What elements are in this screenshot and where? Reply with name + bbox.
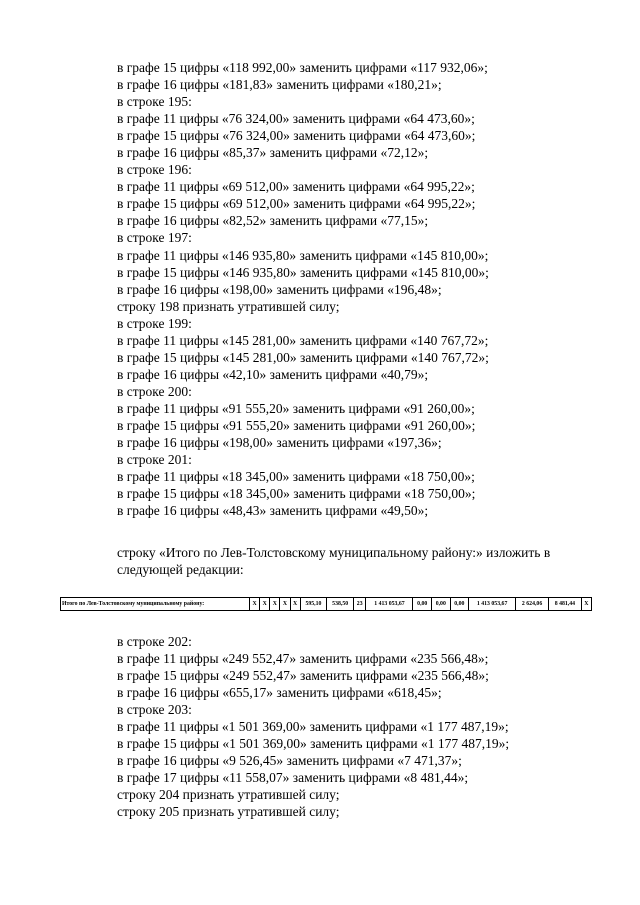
amendment-line: в графе 15 цифры «146 935,80» заменить цифрами «145 810,00»; xyxy=(117,264,489,280)
amendment-line: в графе 11 цифры «69 512,00» заменить цифрами «64 995,22»; xyxy=(117,179,475,195)
amendments-block-1 xyxy=(117,59,587,519)
paragraph-text: строку «Итого по Лев-Толстовскому муниципальному району:» изложить в следующей редакции: xyxy=(117,545,551,578)
amendment-line: в строке 199: xyxy=(117,315,192,331)
amendment-line: в графе 11 цифры «91 555,20» заменить цифрами «91 260,00»; xyxy=(117,400,475,416)
table-cell: 0,00 xyxy=(450,598,469,611)
amendment-line: в строке 195: xyxy=(117,94,192,110)
amendment-line: строку 204 признать утратившей силу; xyxy=(117,787,340,803)
amendment-line: в графе 15 цифры «249 552,47» заменить цифрами «235 566,48»; xyxy=(117,668,489,684)
amendment-line: в графе 15 цифры «69 512,00» заменить цифрами «64 995,22»; xyxy=(117,196,476,212)
table-cell: 538,50 xyxy=(327,598,354,611)
summary-table xyxy=(60,597,592,611)
table-cell: 0,00 xyxy=(432,598,451,611)
amendment-line: в графе 16 цифры «82,52» заменить цифрами «77,15»; xyxy=(117,213,429,229)
amendment-line: в графе 11 цифры «145 281,00» заменить цифрами «140 767,72»; xyxy=(117,332,489,348)
amendment-line: в строке 203: xyxy=(117,702,192,718)
paragraph xyxy=(62,544,592,579)
amendment-line: в графе 16 цифры «181,83» заменить цифрами «180,21»; xyxy=(117,77,442,93)
table-cell: 1 413 053,67 xyxy=(469,598,516,611)
amendment-line: в графе 11 цифры «1 501 369,00» заменить цифрами «1 177 487,19»; xyxy=(117,719,509,735)
amendment-line: в строке 201: xyxy=(117,452,192,468)
amendment-line: в графе 15 цифры «18 345,00» заменить цифрами «18 750,00»; xyxy=(117,486,476,502)
amendment-line: в строке 196: xyxy=(117,162,192,178)
table-cell: 0,00 xyxy=(413,598,432,611)
table-cell: 595,10 xyxy=(300,598,327,611)
amendment-line: в графе 16 цифры «42,10» заменить цифрами «40,79»; xyxy=(117,366,429,382)
summary-table-row xyxy=(61,598,592,611)
amendment-line: в графе 15 цифры «91 555,20» заменить цифрами «91 260,00»; xyxy=(117,417,476,433)
amendment-line: в графе 15 цифры «118 992,00» заменить цифрами «117 932,06»; xyxy=(117,60,488,75)
amendment-line: в графе 15 цифры «1 501 369,00» заменить цифрами «1 177 487,19»; xyxy=(117,736,510,752)
amendment-line: в графе 11 цифры «18 345,00» заменить цифрами «18 750,00»; xyxy=(117,469,475,485)
amendment-line: в строке 197: xyxy=(117,230,192,246)
row-label-cell: Итого по Лев-Толстовскому муниципальному району: xyxy=(61,598,250,611)
table-cell: 2 624,06 xyxy=(516,598,549,611)
amendment-line: в графе 11 цифры «146 935,80» заменить цифрами «145 810,00»; xyxy=(117,247,489,263)
amendment-line: в графе 16 цифры «48,43» заменить цифрами «49,50»; xyxy=(117,503,429,519)
table-cell: 1 413 053,67 xyxy=(366,598,413,611)
amendment-line: в графе 16 цифры «198,00» заменить цифрами «196,48»; xyxy=(117,281,442,297)
table-cell: 23 xyxy=(354,598,366,611)
table-cell: X xyxy=(581,598,591,611)
table-cell: X xyxy=(290,598,300,611)
amendment-line: в графе 11 цифры «76 324,00» заменить цифрами «64 473,60»; xyxy=(117,111,475,127)
amendment-line: в графе 16 цифры «85,37» заменить цифрами «72,12»; xyxy=(117,145,429,161)
table-cell: X xyxy=(280,598,290,611)
amendment-line: в строке 200: xyxy=(117,383,192,399)
amendments-block-2 xyxy=(117,633,587,821)
amendment-line: в строке 202: xyxy=(117,634,192,649)
table-cell: 8 481,44 xyxy=(548,598,581,611)
amendment-line: в графе 15 цифры «76 324,00» заменить цифрами «64 473,60»; xyxy=(117,128,476,144)
table-cell: X xyxy=(260,598,270,611)
amendment-line: в графе 15 цифры «145 281,00» заменить цифрами «140 767,72»; xyxy=(117,349,489,365)
amendment-line: строку 198 признать утратившей силу; xyxy=(117,298,340,314)
amendment-line: в графе 16 цифры «655,17» заменить цифрами «618,45»; xyxy=(117,685,442,701)
amendment-line: строку 205 признать утратившей силу; xyxy=(117,804,340,820)
table-cell: X xyxy=(270,598,280,611)
amendment-line: в графе 16 цифры «9 526,45» заменить цифрами «7 471,37»; xyxy=(117,753,462,769)
amendment-line: в графе 16 цифры «198,00» заменить цифрами «197,36»; xyxy=(117,435,442,451)
amendment-line: в графе 11 цифры «249 552,47» заменить цифрами «235 566,48»; xyxy=(117,651,489,667)
amendment-line: в графе 17 цифры «11 558,07» заменить цифрами «8 481,44»; xyxy=(117,770,469,786)
table-cell: X xyxy=(250,598,260,611)
